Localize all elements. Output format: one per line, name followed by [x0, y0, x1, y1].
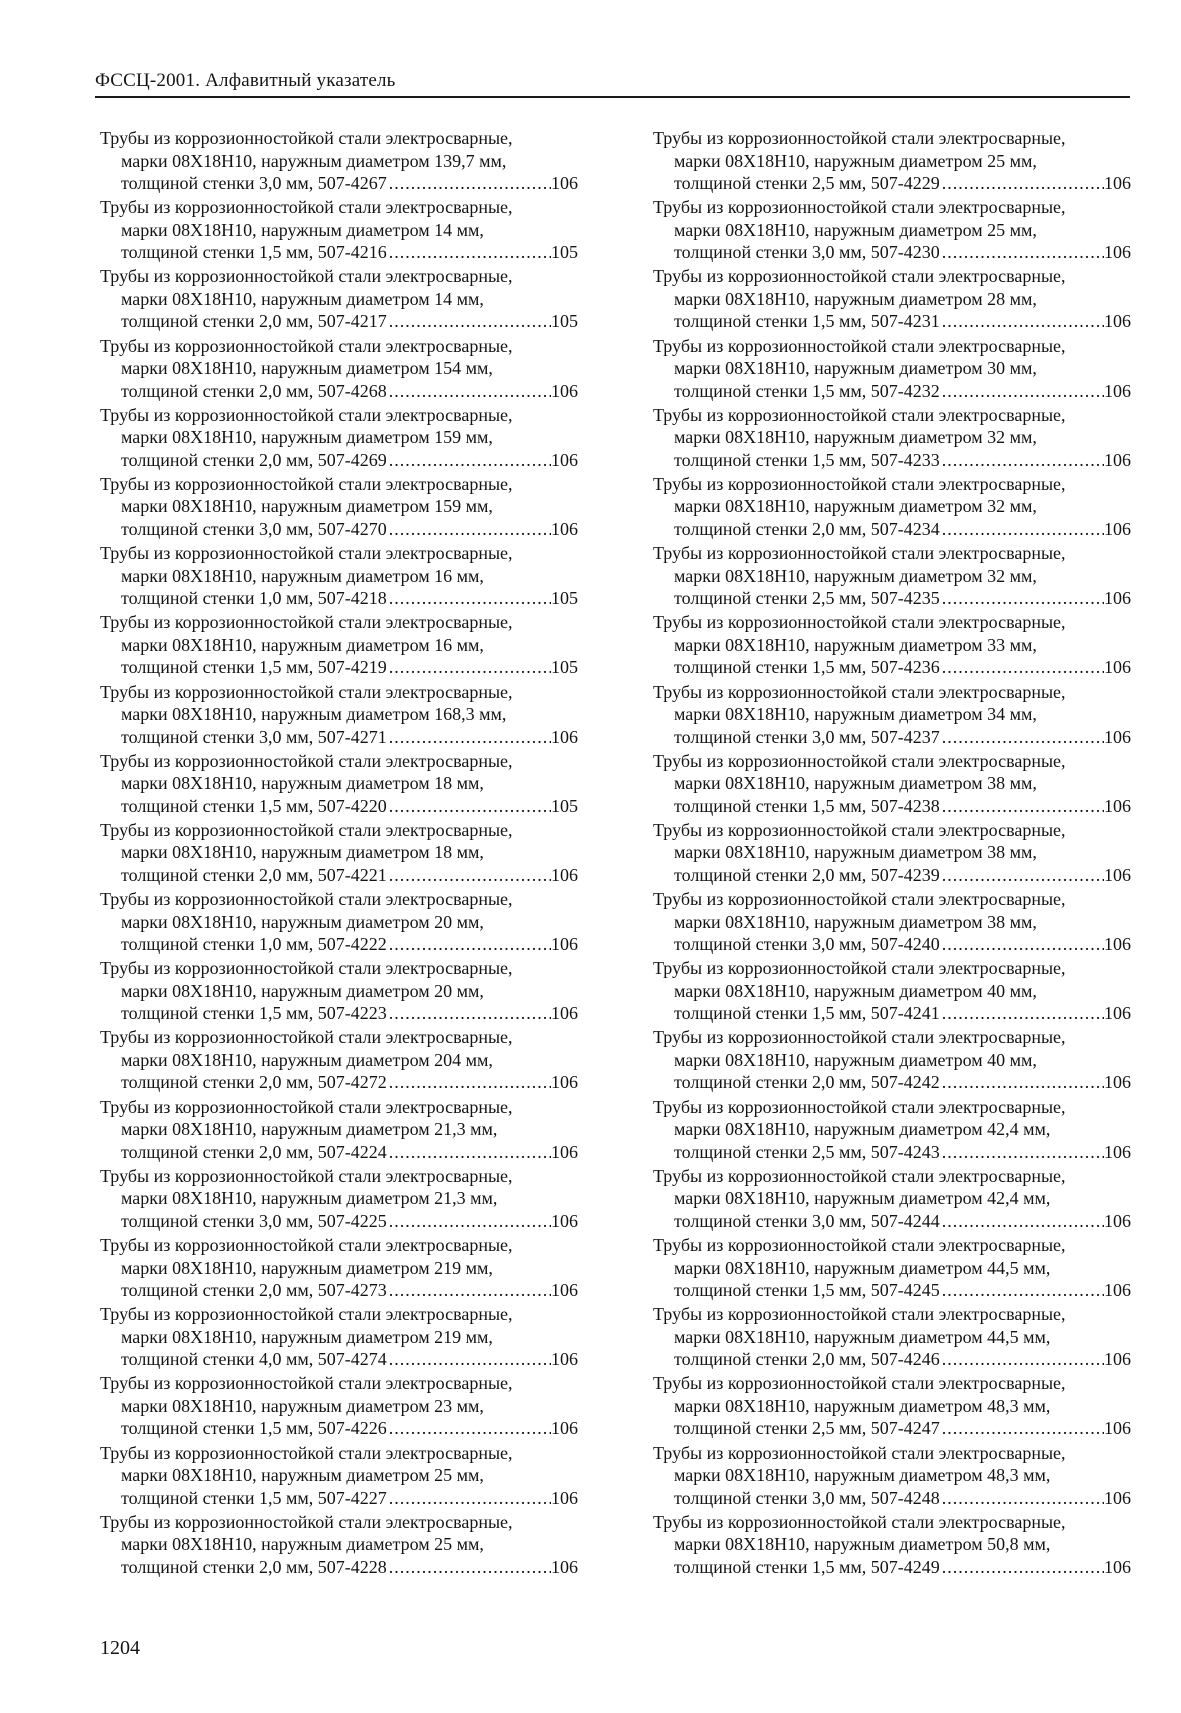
entry-page-ref: 106 — [551, 518, 578, 539]
dot-leader — [387, 656, 551, 679]
index-entry — [653, 681, 1131, 750]
entry-detail-line — [100, 1348, 578, 1371]
index-entry — [653, 335, 1131, 404]
entry-detail-line — [100, 1210, 578, 1233]
entry-spec: марки 08Х18Н10, наружным диаметром 30 мм, — [674, 358, 1037, 379]
entry-page-ref: 105 — [551, 795, 578, 816]
entry-detail: толщиной стенки 1,5 мм, 507-4233 — [674, 449, 940, 470]
entry-spec: марки 08Х18Н10, наружным диаметром 168,3 мм, — [121, 704, 507, 724]
entry-detail-line — [100, 864, 578, 887]
entry-detail-line — [653, 864, 1131, 887]
entry-page-ref: 106 — [551, 934, 578, 955]
index-entry — [100, 750, 578, 819]
dot-leader — [940, 241, 1104, 264]
index-entry — [100, 473, 578, 542]
entry-detail: толщиной стенки 2,0 мм, 507-4273 — [121, 1280, 387, 1300]
entry-title: Трубы из коррозионностойкой стали электросварные, — [100, 128, 513, 148]
index-entry — [100, 1096, 578, 1165]
entry-title: Трубы из коррозионностойкой стали электросварные, — [653, 889, 1066, 910]
entry-title: Трубы из коррозионностойкой стали электросварные, — [100, 1511, 513, 1532]
entry-page-ref: 106 — [1104, 242, 1131, 263]
entry-title: Трубы из коррозионностойкой стали электросварные, — [653, 128, 1066, 148]
index-entry — [653, 750, 1131, 819]
entry-detail: толщиной стенки 1,5 мм, 507-4231 — [674, 311, 940, 332]
entry-page-ref: 106 — [1104, 588, 1131, 609]
index-entry — [100, 681, 578, 750]
entry-page-ref: 106 — [1104, 657, 1131, 678]
entry-spec: марки 08Х18Н10, наружным диаметром 38 мм, — [674, 773, 1037, 794]
dot-leader — [940, 1210, 1104, 1233]
entry-detail: толщиной стенки 3,0 мм, 507-4230 — [674, 242, 940, 263]
entry-spec: марки 08Х18Н10, наружным диаметром 42,4 мм, — [674, 1119, 1051, 1140]
entry-page-ref: 106 — [551, 1003, 578, 1024]
index-entry — [100, 196, 578, 265]
entry-spec: марки 08Х18Н10, наружным диаметром 48,3 мм, — [674, 1465, 1051, 1486]
entry-detail-line — [100, 1417, 578, 1440]
entry-detail-line — [653, 1279, 1131, 1302]
dot-leader — [940, 1556, 1104, 1579]
entry-spec: марки 08Х18Н10, наружным диаметром 159 мм, — [121, 427, 493, 448]
entry-title: Трубы из коррозионностойкой стали электросварные, — [653, 335, 1066, 356]
entry-page-ref: 106 — [1104, 449, 1131, 470]
entry-detail: толщиной стенки 1,5 мм, 507-4216 — [121, 242, 387, 263]
entry-title: Трубы из коррозионностойкой стали электросварные, — [653, 1304, 1066, 1325]
entry-title: Трубы из коррозионностойкой стали электросварные, — [100, 612, 513, 633]
entry-page-ref: 106 — [551, 1072, 578, 1093]
dot-leader — [940, 380, 1104, 403]
page-header — [95, 70, 1130, 98]
index-entry — [100, 957, 578, 1026]
index-entry — [653, 1303, 1131, 1372]
index-entry — [653, 265, 1131, 334]
dot-leader — [387, 1210, 551, 1233]
entry-detail-line — [653, 380, 1131, 403]
entry-detail: толщиной стенки 3,0 мм, 507-4270 — [121, 518, 387, 539]
entry-detail: толщиной стенки 2,0 мм, 507-4221 — [121, 864, 387, 885]
entry-page-ref: 106 — [551, 380, 578, 401]
entry-detail: толщиной стенки 1,5 мм, 507-4219 — [121, 657, 387, 678]
index-entry — [653, 1026, 1131, 1095]
entry-detail: толщиной стенки 2,0 мм, 507-4242 — [674, 1072, 940, 1093]
entry-detail-line — [653, 933, 1131, 956]
index-entry — [100, 1511, 578, 1580]
entry-title: Трубы из коррозионностойкой стали электросварные, — [100, 681, 513, 702]
entry-spec: марки 08Х18Н10, наружным диаметром 219 мм, — [121, 1257, 493, 1278]
dot-leader — [387, 1279, 551, 1302]
entry-page-ref: 106 — [551, 1556, 578, 1577]
dot-leader — [387, 1417, 551, 1440]
entry-page-ref: 106 — [551, 1349, 578, 1370]
entry-title: Трубы из коррозионностойкой стали электросварные, — [100, 819, 513, 840]
entry-page-ref: 106 — [551, 864, 578, 885]
entry-title: Трубы из коррозионностойкой стали электросварные, — [653, 750, 1066, 771]
entry-detail: толщиной стенки 2,0 мм, 507-4228 — [121, 1556, 387, 1577]
index-entry — [100, 888, 578, 957]
entry-page-ref: 106 — [1104, 1003, 1131, 1024]
entry-title: Трубы из коррозионностойкой стали электросварные, — [100, 750, 513, 771]
entry-detail: толщиной стенки 1,5 мм, 507-4220 — [121, 795, 387, 816]
dot-leader — [387, 1071, 551, 1094]
dot-leader — [940, 1417, 1104, 1440]
entry-title: Трубы из коррозионностойкой стали электросварные, — [100, 1442, 513, 1463]
dot-leader — [387, 1556, 551, 1579]
entry-title: Трубы из коррозионностойкой стали электросварные, — [653, 958, 1066, 979]
entry-spec: марки 08Х18Н10, наружным диаметром 34 мм, — [674, 704, 1037, 724]
entry-page-ref: 106 — [551, 1487, 578, 1508]
entry-title: Трубы из коррозионностойкой стали электросварные, — [100, 335, 513, 356]
entry-page-ref: 106 — [1104, 311, 1131, 332]
entry-detail-line — [100, 1487, 578, 1510]
entry-detail: толщиной стенки 1,5 мм, 507-4249 — [674, 1556, 940, 1577]
entry-spec: марки 08Х18Н10, наружным диаметром 16 мм, — [121, 634, 484, 655]
entry-detail-line — [100, 449, 578, 472]
entry-title: Трубы из коррозионностойкой стали электросварные, — [100, 1373, 513, 1394]
entry-detail: толщиной стенки 1,5 мм, 507-4232 — [674, 380, 940, 401]
entry-spec: марки 08Х18Н10, наружным диаметром 33 мм, — [674, 634, 1037, 655]
entry-detail-line — [100, 933, 578, 956]
entry-detail-line — [653, 1556, 1131, 1579]
dot-leader — [387, 172, 551, 195]
entry-spec: марки 08Х18Н10, наружным диаметром 18 мм, — [121, 842, 484, 863]
entry-spec: марки 08Х18Н10, наружным диаметром 44,5 мм, — [674, 1257, 1051, 1278]
entry-detail-line — [653, 1348, 1131, 1371]
entry-page-ref: 106 — [551, 173, 578, 193]
entry-title: Трубы из коррозионностойкой стали электросварные, — [653, 612, 1066, 633]
index-entry — [100, 1026, 578, 1095]
entry-page-ref: 106 — [1104, 864, 1131, 885]
entry-detail-line — [100, 518, 578, 541]
dot-leader — [940, 726, 1104, 749]
entry-detail-line — [100, 1556, 578, 1579]
entry-detail: толщиной стенки 1,5 мм, 507-4223 — [121, 1003, 387, 1024]
entry-spec: марки 08Х18Н10, наружным диаметром 139,7 мм, — [121, 150, 507, 171]
dot-leader — [387, 726, 551, 749]
dot-leader — [940, 1487, 1104, 1510]
entry-spec: марки 08Х18Н10, наружным диаметром 40 мм, — [674, 1049, 1037, 1070]
dot-leader — [940, 795, 1104, 818]
entry-spec: марки 08Х18Н10, наружным диаметром 48,3 мм, — [674, 1395, 1051, 1416]
entry-detail-line — [100, 795, 578, 818]
index-entry — [653, 1442, 1131, 1511]
page-header-title: ФССЦ-2001. Алфавитный указатель — [95, 70, 396, 91]
entry-detail: толщиной стенки 4,0 мм, 507-4274 — [121, 1349, 387, 1370]
dot-leader — [940, 656, 1104, 679]
entry-page-ref: 105 — [551, 588, 578, 609]
index-entry — [653, 611, 1131, 680]
dot-leader — [940, 1071, 1104, 1094]
entry-spec: марки 08Х18Н10, наружным диаметром 32 мм, — [674, 496, 1037, 517]
index-column-right — [653, 127, 1131, 1580]
entry-title: Трубы из коррозионностойкой стали электросварные, — [653, 1096, 1066, 1117]
dot-leader — [940, 310, 1104, 333]
entry-title: Трубы из коррозионностойкой стали электросварные, — [100, 1304, 513, 1325]
entry-title: Трубы из коррозионностойкой стали электросварные, — [100, 473, 513, 494]
entry-spec: марки 08Х18Н10, наружным диаметром 25 мм, — [674, 150, 1037, 171]
entry-title: Трубы из коррозионностойкой стали электросварные, — [653, 1373, 1066, 1394]
dot-leader — [940, 1002, 1104, 1025]
entry-spec: марки 08Х18Н10, наружным диаметром 25 мм, — [121, 1534, 484, 1555]
page-number: 1204 — [100, 1637, 140, 1659]
entry-detail: толщиной стенки 2,5 мм, 507-4229 — [674, 173, 940, 193]
entry-detail-line — [653, 726, 1131, 749]
index-entry — [653, 473, 1131, 542]
entry-detail: толщиной стенки 1,5 мм, 507-4245 — [674, 1280, 940, 1300]
entry-spec: марки 08Х18Н10, наружным диаметром 38 мм, — [674, 911, 1037, 932]
entry-detail-line — [653, 172, 1131, 195]
entry-detail-line — [100, 656, 578, 679]
dot-leader — [387, 1348, 551, 1371]
dot-leader — [940, 864, 1104, 887]
entry-title: Трубы из коррозионностойкой стали электросварные, — [653, 197, 1066, 218]
entry-title: Трубы из коррозионностойкой стали электросварные, — [100, 197, 513, 218]
entry-detail-line — [100, 726, 578, 749]
entry-detail-line — [653, 1487, 1131, 1510]
entry-spec: марки 08Х18Н10, наружным диаметром 50,8 мм, — [674, 1534, 1051, 1555]
dot-leader — [940, 518, 1104, 541]
entry-detail-line — [653, 1210, 1131, 1233]
entry-spec: марки 08Х18Н10, наружным диаметром 16 мм, — [121, 565, 484, 586]
index-entry — [653, 1234, 1131, 1303]
dot-leader — [940, 933, 1104, 956]
entry-page-ref: 106 — [1104, 173, 1131, 193]
dot-leader — [940, 172, 1104, 195]
entry-page-ref: 106 — [551, 1141, 578, 1162]
entry-title: Трубы из коррозионностойкой стали электросварные, — [653, 266, 1066, 287]
entry-detail: толщиной стенки 3,0 мм, 507-4240 — [674, 934, 940, 955]
entry-detail: толщиной стенки 2,5 мм, 507-4247 — [674, 1418, 940, 1439]
entry-title: Трубы из коррозионностойкой стали электросварные, — [653, 681, 1066, 702]
entry-spec: марки 08Х18Н10, наружным диаметром 32 мм, — [674, 427, 1037, 448]
dot-leader — [387, 241, 551, 264]
entry-page-ref: 106 — [1104, 1072, 1131, 1093]
entry-detail: толщиной стенки 1,5 мм, 507-4241 — [674, 1003, 940, 1024]
entry-detail: толщиной стенки 2,0 мм, 507-4224 — [121, 1141, 387, 1162]
dot-leader — [387, 518, 551, 541]
entry-detail-line — [100, 172, 578, 195]
index-entry — [653, 1372, 1131, 1441]
entry-page-ref: 105 — [551, 657, 578, 678]
entry-spec: марки 08Х18Н10, наружным диаметром 219 мм, — [121, 1326, 493, 1347]
entry-detail: толщиной стенки 2,0 мм, 507-4269 — [121, 449, 387, 470]
index-entry — [100, 819, 578, 888]
entry-detail: толщиной стенки 2,0 мм, 507-4268 — [121, 380, 387, 401]
entry-spec: марки 08Х18Н10, наружным диаметром 20 мм, — [121, 911, 484, 932]
entry-title: Трубы из коррозионностойкой стали электросварные, — [100, 266, 513, 287]
entry-title: Трубы из коррозионностойкой стали электросварные, — [653, 404, 1066, 425]
dot-leader — [387, 864, 551, 887]
entry-detail: толщиной стенки 2,0 мм, 507-4239 — [674, 864, 940, 885]
index-entry — [653, 127, 1131, 196]
entry-title: Трубы из коррозионностойкой стали электросварные, — [100, 1027, 513, 1048]
entry-page-ref: 105 — [551, 311, 578, 332]
entry-page-ref: 106 — [551, 1210, 578, 1231]
entry-page-ref: 106 — [1104, 1141, 1131, 1162]
dot-leader — [387, 449, 551, 472]
entry-spec: марки 08Х18Н10, наружным диаметром 20 мм, — [121, 980, 484, 1001]
index-entry — [653, 1165, 1131, 1234]
entry-spec: марки 08Х18Н10, наружным диаметром 14 мм, — [121, 288, 484, 309]
entry-detail: толщиной стенки 3,0 мм, 507-4244 — [674, 1210, 940, 1231]
entry-detail-line — [100, 1279, 578, 1302]
entry-page-ref: 106 — [551, 726, 578, 747]
dot-leader — [940, 449, 1104, 472]
entry-detail: толщиной стенки 3,0 мм, 507-4225 — [121, 1210, 387, 1231]
entry-detail-line — [653, 449, 1131, 472]
dot-leader — [387, 587, 551, 610]
entry-detail: толщиной стенки 2,0 мм, 507-4234 — [674, 518, 940, 539]
entry-spec: марки 08Х18Н10, наружным диаметром 25 мм, — [121, 1465, 484, 1486]
entry-page-ref: 106 — [1104, 1280, 1131, 1300]
dot-leader — [940, 587, 1104, 610]
entry-title: Трубы из коррозионностойкой стали электросварные, — [100, 1096, 513, 1117]
entry-title: Трубы из коррозионностойкой стали электросварные, — [100, 1235, 513, 1255]
entry-detail: толщиной стенки 1,5 мм, 507-4238 — [674, 795, 940, 816]
entry-detail-line — [100, 587, 578, 610]
entry-detail: толщиной стенки 1,5 мм, 507-4236 — [674, 657, 940, 678]
index-entry — [100, 611, 578, 680]
entry-page-ref: 106 — [1104, 380, 1131, 401]
index-column-left — [100, 127, 578, 1580]
entry-spec: марки 08Х18Н10, наружным диаметром 21,3 мм, — [121, 1188, 498, 1209]
entry-page-ref: 106 — [1104, 726, 1131, 747]
index-entry — [653, 542, 1131, 611]
entry-detail: толщиной стенки 2,5 мм, 507-4243 — [674, 1141, 940, 1162]
dot-leader — [940, 1279, 1104, 1302]
entry-detail: толщиной стенки 2,0 мм, 507-4217 — [121, 311, 387, 332]
entry-detail-line — [100, 1002, 578, 1025]
entry-title: Трубы из коррозионностойкой стали электросварные, — [100, 958, 513, 979]
index-entry — [100, 404, 578, 473]
dot-leader — [940, 1141, 1104, 1164]
index-entry — [653, 957, 1131, 1026]
entry-spec: марки 08Х18Н10, наружным диаметром 154 мм, — [121, 358, 493, 379]
index-entry — [653, 196, 1131, 265]
index-entry — [653, 819, 1131, 888]
entry-title: Трубы из коррозионностойкой стали электросварные, — [100, 1165, 513, 1186]
entry-detail-line — [653, 1417, 1131, 1440]
entry-title: Трубы из коррозионностойкой стали электросварные, — [100, 889, 513, 910]
entry-detail-line — [100, 310, 578, 333]
index-entry — [653, 404, 1131, 473]
entry-detail: толщиной стенки 3,0 мм, 507-4271 — [121, 726, 387, 747]
entry-title: Трубы из коррозионностойкой стали электросварные, — [653, 473, 1066, 494]
entry-detail: толщиной стенки 3,0 мм, 507-4267 — [121, 173, 387, 193]
entry-detail-line — [653, 1071, 1131, 1094]
entry-spec: марки 08Х18Н10, наружным диаметром 42,4 мм, — [674, 1188, 1051, 1209]
entry-detail-line — [653, 310, 1131, 333]
entry-title: Трубы из коррозионностойкой стали электросварные, — [653, 819, 1066, 840]
dot-leader — [387, 310, 551, 333]
index-entry — [653, 1096, 1131, 1165]
entry-page-ref: 106 — [1104, 934, 1131, 955]
index-entry — [653, 1511, 1131, 1580]
index-entry — [100, 335, 578, 404]
entry-page-ref: 106 — [1104, 518, 1131, 539]
entry-spec: марки 08Х18Н10, наружным диаметром 40 мм, — [674, 980, 1037, 1001]
entry-detail: толщиной стенки 3,0 мм, 507-4237 — [674, 726, 940, 747]
index-entry — [100, 1372, 578, 1441]
entry-spec: марки 08Х18Н10, наружным диаметром 23 мм, — [121, 1395, 484, 1416]
entry-title: Трубы из коррозионностойкой стали электросварные, — [653, 543, 1066, 564]
entry-title: Трубы из коррозионностойкой стали электросварные, — [100, 404, 513, 425]
entry-spec: марки 08Х18Н10, наружным диаметром 28 мм, — [674, 288, 1037, 309]
entry-spec: марки 08Х18Н10, наружным диаметром 159 мм, — [121, 496, 493, 517]
entry-spec: марки 08Х18Н10, наружным диаметром 14 мм, — [121, 219, 484, 240]
index-entry — [100, 542, 578, 611]
entry-page-ref: 106 — [1104, 1210, 1131, 1231]
entry-detail-line — [100, 241, 578, 264]
entry-title: Трубы из коррозионностойкой стали электросварные, — [653, 1442, 1066, 1463]
index-entry — [100, 265, 578, 334]
dot-leader — [387, 795, 551, 818]
entry-page-ref: 106 — [1104, 1487, 1131, 1508]
entry-page-ref: 106 — [1104, 1418, 1131, 1439]
index-entry — [100, 1303, 578, 1372]
dot-leader — [387, 933, 551, 956]
entry-page-ref: 106 — [551, 449, 578, 470]
entry-detail-line — [653, 518, 1131, 541]
entry-detail-line — [100, 1071, 578, 1094]
entry-detail-line — [653, 587, 1131, 610]
entry-detail: толщиной стенки 3,0 мм, 507-4248 — [674, 1487, 940, 1508]
entry-title: Трубы из коррозионностойкой стали электросварные, — [653, 1235, 1066, 1255]
entry-title: Трубы из коррозионностойкой стали электросварные, — [653, 1165, 1066, 1186]
dot-leader — [940, 1348, 1104, 1371]
dot-leader — [387, 1487, 551, 1510]
entry-spec: марки 08Х18Н10, наружным диаметром 204 мм, — [121, 1049, 493, 1070]
entry-title: Трубы из коррозионностойкой стали электросварные, — [100, 543, 513, 564]
index-entry — [653, 888, 1131, 957]
index-entry — [100, 1234, 578, 1303]
entry-page-ref: 106 — [1104, 795, 1131, 816]
entry-detail: толщиной стенки 2,5 мм, 507-4235 — [674, 588, 940, 609]
entry-detail: толщиной стенки 1,0 мм, 507-4218 — [121, 588, 387, 609]
entry-page-ref: 106 — [1104, 1349, 1131, 1370]
entry-page-ref: 105 — [551, 242, 578, 263]
entry-detail: толщиной стенки 1,5 мм, 507-4227 — [121, 1487, 387, 1508]
entry-detail: толщиной стенки 1,5 мм, 507-4226 — [121, 1418, 387, 1439]
entry-spec: марки 08Х18Н10, наружным диаметром 18 мм, — [121, 773, 484, 794]
entry-detail-line — [653, 241, 1131, 264]
entry-page-ref: 106 — [551, 1280, 578, 1300]
entry-detail-line — [653, 1141, 1131, 1164]
entry-detail-line — [100, 1141, 578, 1164]
entry-spec: марки 08Х18Н10, наружным диаметром 21,3 мм, — [121, 1119, 498, 1140]
entry-spec: марки 08Х18Н10, наружным диаметром 32 мм, — [674, 565, 1037, 586]
entry-detail: толщиной стенки 1,0 мм, 507-4222 — [121, 934, 387, 955]
entry-spec: марки 08Х18Н10, наружным диаметром 44,5 мм, — [674, 1326, 1051, 1347]
dot-leader — [387, 1002, 551, 1025]
dot-leader — [387, 380, 551, 403]
index-entry — [100, 1165, 578, 1234]
entry-detail-line — [653, 795, 1131, 818]
entry-detail: толщиной стенки 2,0 мм, 507-4272 — [121, 1072, 387, 1093]
entry-title: Трубы из коррозионностойкой стали электросварные, — [653, 1027, 1066, 1048]
entry-spec: марки 08Х18Н10, наружным диаметром 38 мм, — [674, 842, 1037, 863]
entry-page-ref: 106 — [551, 1418, 578, 1439]
entry-detail-line — [653, 1002, 1131, 1025]
entry-page-ref: 106 — [1104, 1556, 1131, 1577]
dot-leader — [387, 1141, 551, 1164]
entry-detail: толщиной стенки 2,0 мм, 507-4246 — [674, 1349, 940, 1370]
index-entry — [100, 1442, 578, 1511]
entry-detail-line — [653, 656, 1131, 679]
entry-spec: марки 08Х18Н10, наружным диаметром 25 мм, — [674, 219, 1037, 240]
index-entry — [100, 127, 578, 196]
entry-detail-line — [100, 380, 578, 403]
entry-title: Трубы из коррозионностойкой стали электросварные, — [653, 1511, 1066, 1532]
